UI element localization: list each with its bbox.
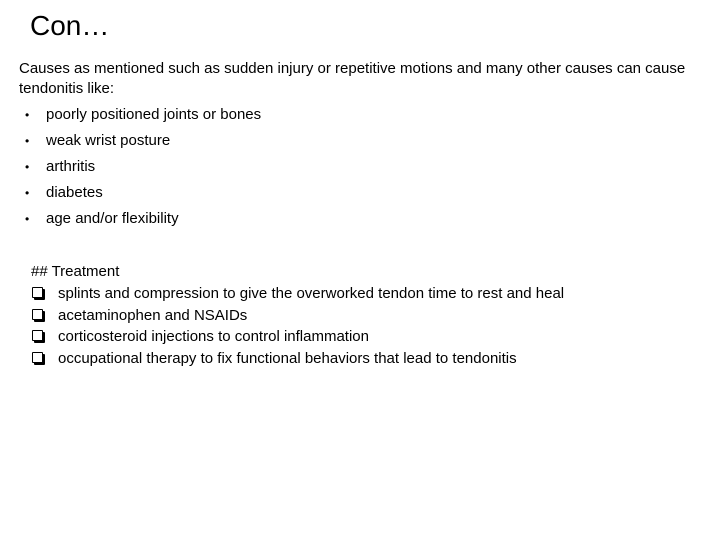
list-item-text: diabetes	[46, 184, 103, 201]
list-item	[19, 131, 699, 157]
treatment-heading: ## Treatment	[31, 263, 120, 280]
bullet-icon: •	[25, 160, 30, 174]
list-item	[19, 183, 699, 209]
list-item	[31, 283, 691, 305]
list-item	[31, 326, 691, 348]
list-item-text: acetaminophen and NSAIDs	[58, 306, 248, 324]
list-item	[31, 348, 691, 370]
list-item-text: splints and compression to give the overworked tendon time to rest and heal	[58, 285, 565, 302]
checkbox-bullet-icon	[32, 309, 43, 320]
slide-title: Con…	[30, 10, 110, 41]
treatment-section	[31, 261, 691, 369]
list-item-text: occupational therapy to fix functional behaviors that lead to tendonitis	[58, 349, 517, 367]
list-item-text: age and/or flexibility	[46, 210, 179, 227]
bullet-icon: •	[25, 212, 30, 226]
list-item-text: arthritis	[46, 158, 96, 175]
list-item-text: poorly positioned joints or bones	[46, 106, 262, 123]
list-item-text: weak wrist posture	[46, 132, 171, 149]
causes-bullet-list	[19, 105, 699, 235]
bullet-icon: •	[25, 134, 30, 148]
checkbox-bullet-icon	[32, 330, 43, 341]
causes-intro-text: Causes as mentioned such as sudden injury or repetitive motions and many other causes can cause tendonitis like:	[19, 60, 686, 97]
bullet-icon: •	[25, 186, 30, 200]
causes-section	[19, 59, 699, 235]
list-item-text: corticosteroid injections to control inflammation	[58, 328, 369, 345]
checkbox-bullet-icon	[32, 352, 43, 363]
checkbox-bullet-icon	[32, 287, 43, 298]
list-item	[19, 209, 699, 235]
bullet-icon: •	[25, 108, 30, 122]
treatment-checklist	[31, 283, 691, 369]
list-item	[19, 105, 699, 131]
list-item	[31, 305, 691, 327]
list-item	[19, 157, 699, 183]
